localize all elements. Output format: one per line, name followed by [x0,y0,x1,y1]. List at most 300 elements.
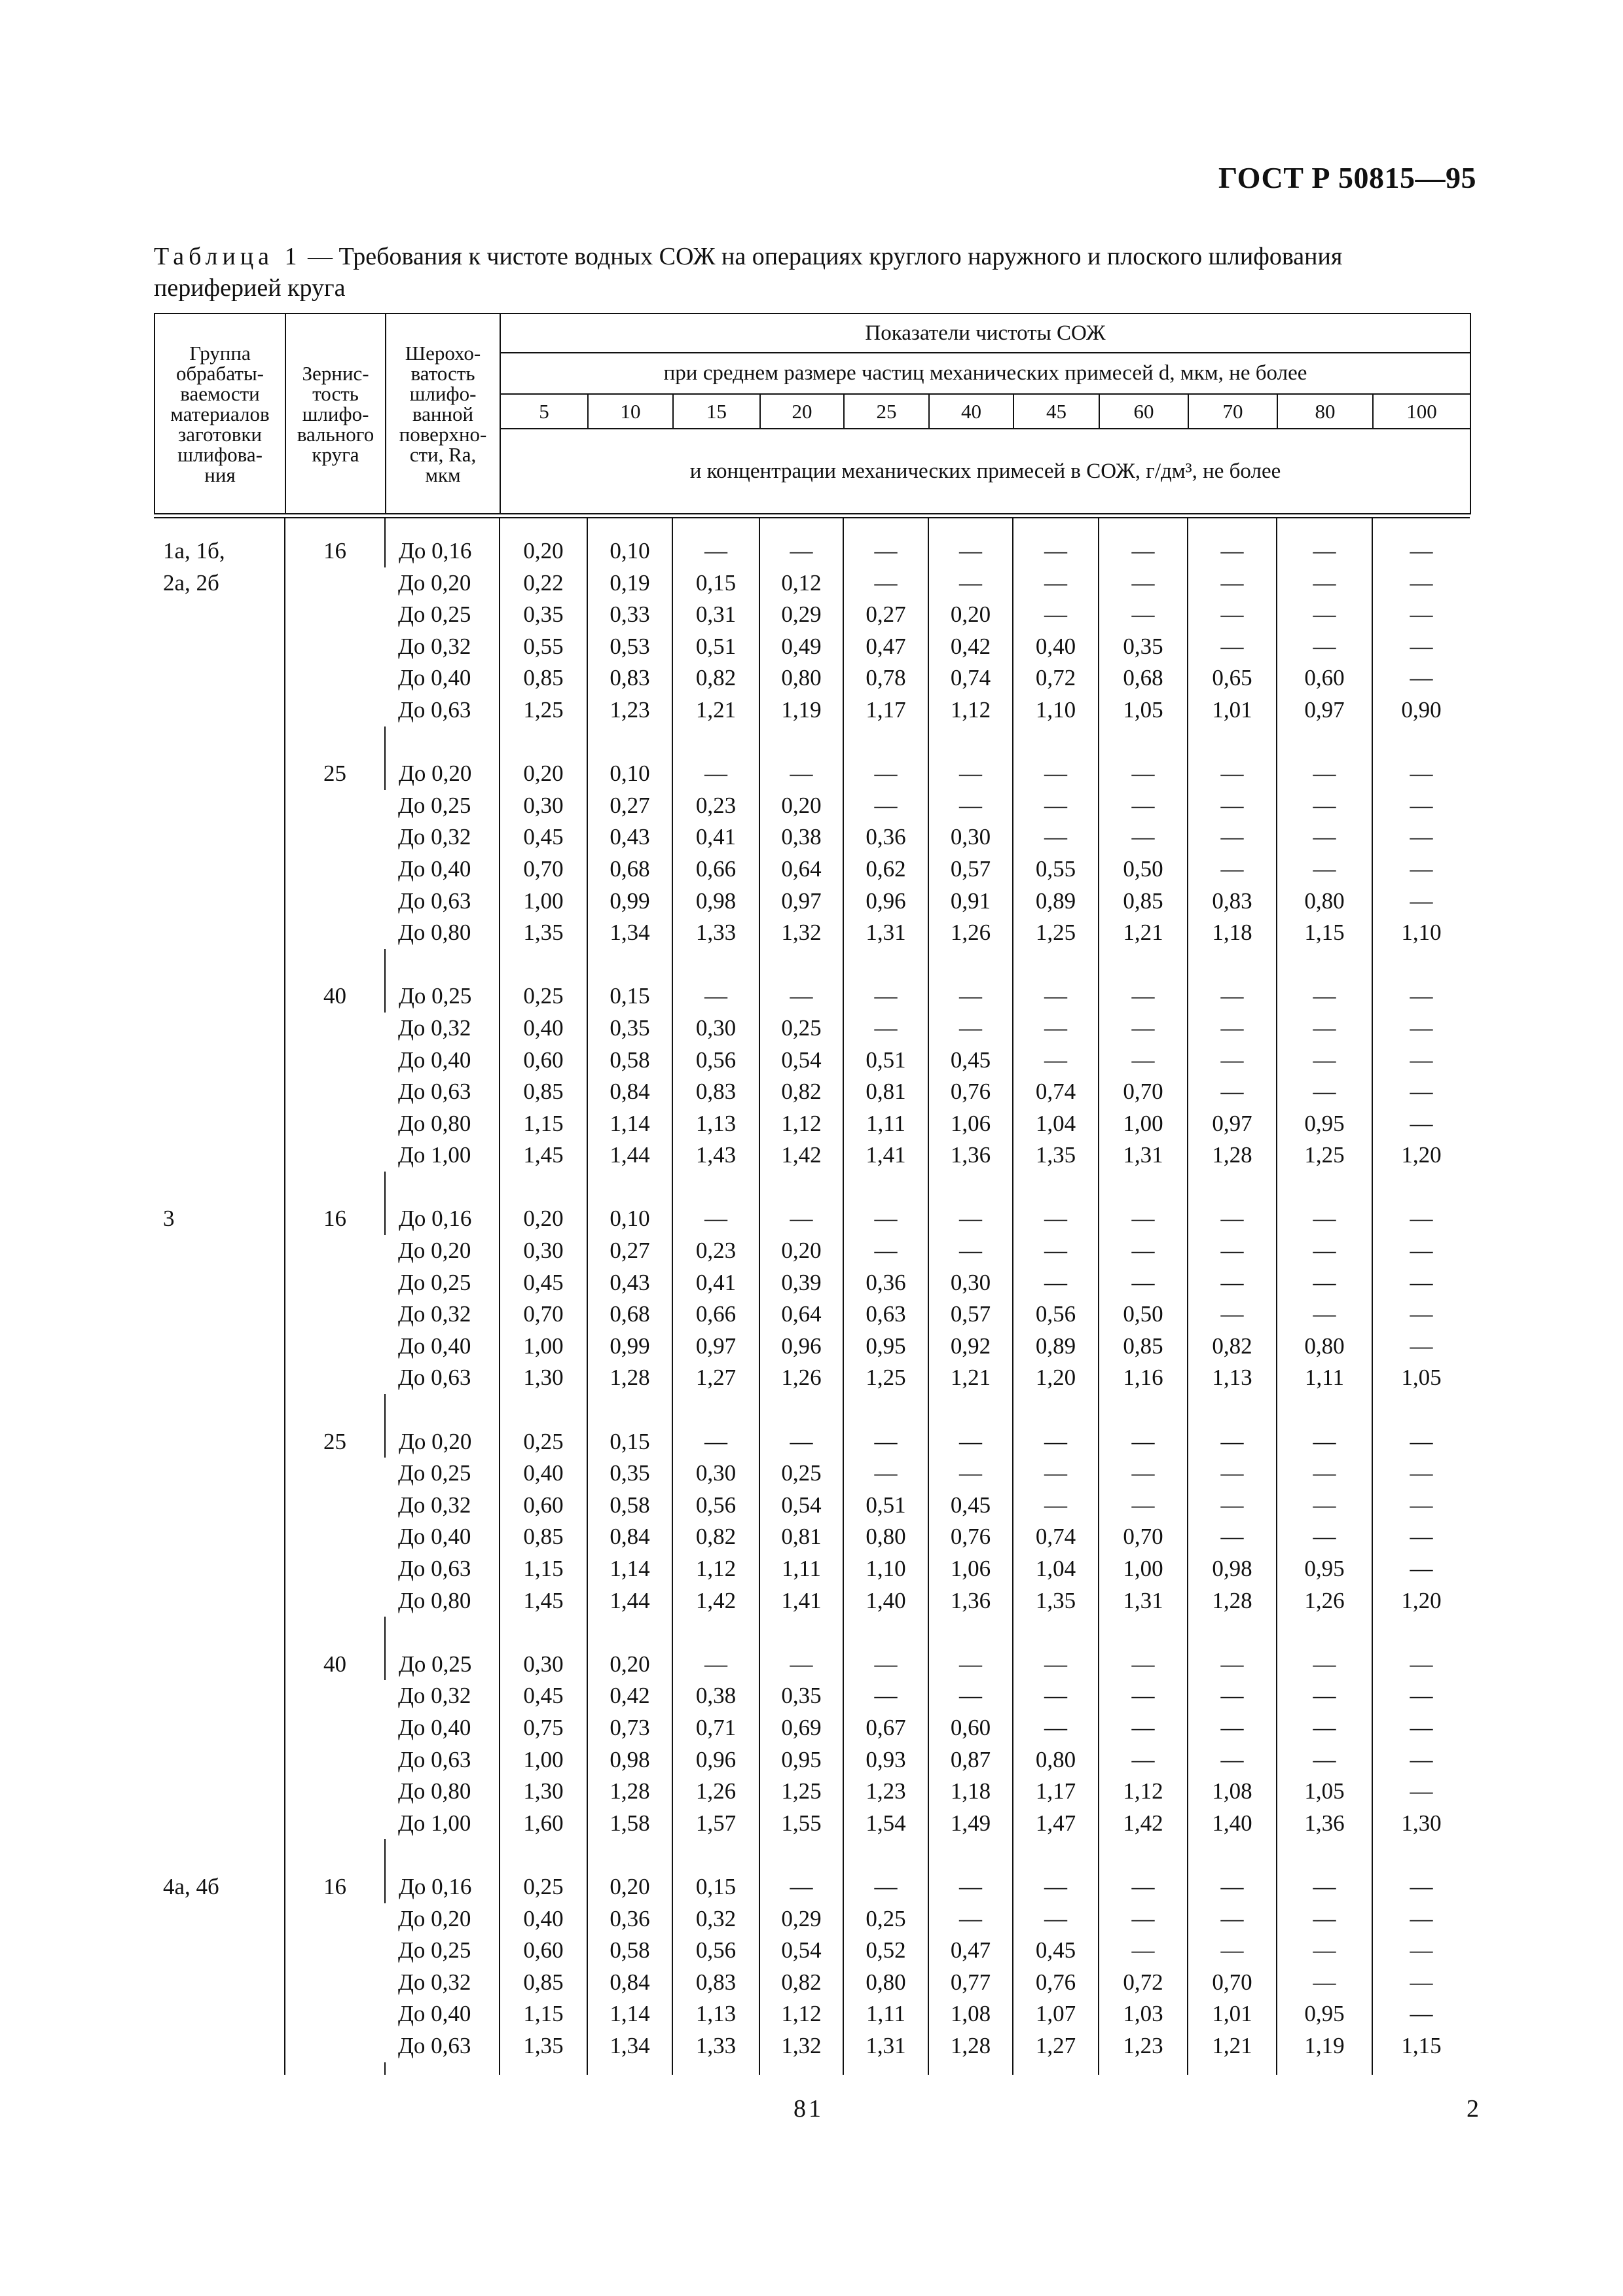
spacer-cell [759,726,843,759]
value-cell: — [1372,662,1470,694]
value-cell: 1,06 [928,1553,1013,1585]
value-cell: 1,12 [759,1108,843,1140]
value-cell: — [672,535,759,567]
value-cell: 0,54 [759,1045,843,1077]
value-cell: 0,74 [928,662,1013,694]
spacer-cell [843,1394,928,1426]
header-size-cell: 20 [760,394,844,429]
value-cell: — [1188,790,1277,822]
value-cell: — [1099,1935,1188,1967]
value-cell: — [843,567,928,600]
value-cell: 1,20 [1013,1362,1099,1394]
value-cell: — [1372,1013,1470,1045]
value-cell: — [1372,1521,1470,1553]
value-cell: — [1372,599,1470,631]
value-cell: — [1277,1490,1372,1522]
value-cell: 0,72 [1013,662,1099,694]
value-cell: 1,04 [1013,1108,1099,1140]
value-cell: 0,15 [672,1871,759,1903]
table-caption [154,241,1470,304]
value-cell: 1,11 [759,1553,843,1585]
value-cell: 0,83 [672,1076,759,1108]
value-cell: — [928,980,1013,1013]
value-cell: 0,70 [500,1299,587,1331]
value-cell: — [928,567,1013,600]
value-cell: — [759,758,843,790]
value-cell: 0,60 [500,1045,587,1077]
value-cell: 0,10 [587,535,672,567]
value-cell: — [1188,1458,1277,1490]
value-cell: 0,80 [759,662,843,694]
value-cell: — [1372,1426,1470,1458]
value-cell: 0,96 [672,1744,759,1776]
spacer-cell [843,726,928,759]
roughness-cell: До 0,32 [398,1969,471,1995]
roughness-cell: До 0,63 [398,696,471,723]
spacer-cell [672,1839,759,1871]
spacer-cell [1013,1172,1099,1204]
roughness-cell: До 0,32 [398,824,471,850]
value-cell: 0,51 [843,1045,928,1077]
value-cell: — [928,758,1013,790]
value-cell: — [1277,821,1372,853]
value-cell: 1,15 [500,1553,587,1585]
value-cell: 0,99 [587,1331,672,1363]
value-cell: — [1372,1267,1470,1299]
value-cell: — [1188,1744,1277,1776]
value-cell: 0,82 [672,1521,759,1553]
value-cell: — [1277,1712,1372,1744]
value-cell: 1,28 [587,1776,672,1808]
value-cell: 1,00 [500,886,587,918]
value-cell: — [843,790,928,822]
grit-cell: 16 [285,1871,385,2062]
value-cell: — [1188,1680,1277,1712]
value-cell: — [928,1426,1013,1458]
value-cell: — [672,758,759,790]
value-cell: 0,97 [759,886,843,918]
value-cell: — [1372,790,1470,822]
value-cell: 0,36 [843,1267,928,1299]
roughness-cell: До 0,32 [398,633,471,659]
group-cell [154,1649,285,1840]
value-cell: — [1188,1235,1277,1267]
value-cell: 1,05 [1372,1362,1470,1394]
value-cell: — [1013,1712,1099,1744]
value-cell: 0,52 [843,1935,928,1967]
value-cell: 1,54 [843,1808,928,1840]
value-cell: 0,54 [759,1490,843,1522]
spacer-cell [154,1617,285,1649]
value-cell: 0,98 [672,886,759,918]
value-cell: 0,87 [928,1744,1013,1776]
value-cell: 0,97 [1277,694,1372,726]
value-cell: 0,95 [1277,1553,1372,1585]
value-cell: 0,25 [843,1903,928,1935]
value-cell: 1,26 [672,1776,759,1808]
value-cell: — [1372,1776,1470,1808]
value-cell: 0,25 [500,1871,587,1903]
value-cell: — [1188,1649,1277,1681]
value-cell: 1,30 [1372,1808,1470,1840]
spacer-cell [285,1172,385,1204]
value-cell: 0,20 [587,1649,672,1681]
value-cell: 0,45 [500,1267,587,1299]
value-cell: 1,42 [672,1585,759,1617]
roughness-cell: До 0,40 [398,1047,471,1073]
spacer-cell [1188,726,1277,759]
value-cell: 1,11 [843,1998,928,2030]
value-cell: — [759,1649,843,1681]
value-cell: 0,85 [500,1076,587,1108]
value-cell: 1,60 [500,1808,587,1840]
value-cell: 0,42 [587,1680,672,1712]
value-cell: — [1277,1235,1372,1267]
value-cell: 0,51 [843,1490,928,1522]
roughness-cell: До 0,25 [398,792,471,818]
value-cell: — [1372,1553,1470,1585]
spacer-cell [587,1394,672,1426]
value-cell: 0,51 [672,631,759,663]
value-cell: 1,15 [1372,2030,1470,2062]
value-cell: — [1372,1744,1470,1776]
spacer-cell [154,2062,285,2075]
spacer-cell [1372,1394,1470,1426]
roughness-cell: До 0,63 [398,1746,471,1772]
value-cell: — [1013,1267,1099,1299]
value-cell: — [1277,1903,1372,1935]
spacer-cell [500,1394,587,1426]
value-cell: — [928,790,1013,822]
value-cell: 1,12 [759,1998,843,2030]
value-cell: 1,26 [928,917,1013,949]
spacer-cell [843,1172,928,1204]
value-cell: 0,10 [587,758,672,790]
value-cell: 1,00 [1099,1108,1188,1140]
value-cell: 0,30 [500,790,587,822]
spacer-cell [285,726,385,759]
value-cell: 1,25 [1277,1139,1372,1172]
value-cell: 1,17 [1013,1776,1099,1808]
value-cell: 0,22 [500,567,587,600]
value-cell: — [1372,1680,1470,1712]
table-body [154,518,1470,2075]
value-cell: — [1372,886,1470,918]
spacer-cell [587,1617,672,1649]
spacer-cell [1099,1172,1188,1204]
spacer-cell [587,1839,672,1871]
value-cell: 1,36 [928,1585,1013,1617]
spacer-cell [154,1172,285,1204]
table-caption-text: — Требования к чистоте водных СОЖ на операциях круглого наружного и плоского шлифования периферией круга [154,243,1343,302]
value-cell: — [1188,980,1277,1013]
spacer-cell [385,726,500,759]
value-cell: — [1188,631,1277,663]
value-cell: 0,93 [843,1744,928,1776]
value-cell: — [1188,1013,1277,1045]
value-cell: 0,60 [500,1935,587,1967]
value-cell: 0,50 [1099,1299,1188,1331]
roughness-cell: До 0,80 [398,1778,471,1804]
spacer-cell [1188,2062,1277,2075]
value-cell: 1,10 [843,1553,928,1585]
value-cell: — [1372,1871,1470,1903]
value-cell: 1,31 [1099,1139,1188,1172]
value-cell: 0,80 [843,1967,928,1999]
value-cell: — [1013,1490,1099,1522]
value-cell: 0,15 [587,980,672,1013]
value-cell: 0,23 [672,1235,759,1267]
value-cell: — [1013,1871,1099,1903]
value-cell: 1,13 [672,1998,759,2030]
value-cell: 0,53 [587,631,672,663]
value-cell: — [1099,1013,1188,1045]
group-cell [154,758,285,949]
value-cell: 0,29 [759,1903,843,1935]
value-cell: 1,14 [587,1553,672,1585]
value-cell: 0,83 [587,662,672,694]
group-cell [154,980,285,1172]
value-cell: 0,36 [587,1903,672,1935]
value-cell: 0,65 [1188,662,1277,694]
value-cell: 0,47 [928,1935,1013,1967]
spacer-cell [759,1394,843,1426]
value-cell: 0,85 [500,1967,587,1999]
value-cell: 1,00 [500,1744,587,1776]
value-cell: 1,30 [500,1362,587,1394]
value-cell: 1,05 [1099,694,1188,726]
value-cell: — [1013,1649,1099,1681]
value-cell: 0,15 [587,1426,672,1458]
spacer-cell [1277,1172,1372,1204]
spacer-cell [759,2062,843,2075]
value-cell: — [1188,1076,1277,1108]
value-cell: 1,12 [928,694,1013,726]
value-cell: — [1277,567,1372,600]
value-cell: 1,49 [928,1808,1013,1840]
value-cell: — [1099,1712,1188,1744]
value-cell: — [1188,1521,1277,1553]
roughness-cell: До 0,20 [385,758,500,790]
roughness-cell: До 0,63 [398,1079,471,1105]
value-cell: — [1277,758,1372,790]
spacer-cell [500,2062,587,2075]
value-cell: 0,82 [1188,1331,1277,1363]
spacer-cell [285,1839,385,1871]
spacer-cell [500,1172,587,1204]
spacer-cell [1099,949,1188,981]
value-cell: 1,08 [928,1998,1013,2030]
value-cell: 0,20 [500,758,587,790]
value-cell: 1,45 [500,1585,587,1617]
value-cell: — [928,535,1013,567]
value-cell: 0,43 [587,1267,672,1299]
spacer-cell [154,518,285,535]
value-cell: 0,70 [1099,1521,1188,1553]
value-cell: 0,85 [500,662,587,694]
spacer-cell [500,1839,587,1871]
value-cell: 0,66 [672,1299,759,1331]
value-cell: 1,10 [1013,694,1099,726]
header-concentration: и концентрации механических примесей в СОЖ, г/дм³, не более [500,429,1470,514]
grit-cell: 25 [285,758,385,949]
value-cell: 0,47 [843,631,928,663]
spacer-cell [1099,1839,1188,1871]
header-particle-size: при среднем размере частиц механических примесей d, мкм, не более [500,353,1470,394]
value-cell: — [1188,853,1277,886]
value-cell: 0,84 [587,1076,672,1108]
value-cell: 0,98 [587,1744,672,1776]
spacer-cell [154,726,285,759]
spacer-cell [385,518,500,535]
spacer-cell [385,949,500,981]
value-cell: 1,13 [672,1108,759,1140]
value-cell: 1,32 [759,917,843,949]
spacer-cell [759,518,843,535]
spacer-cell [1188,949,1277,981]
value-cell: 1,01 [1188,694,1277,726]
value-cell: 0,82 [759,1967,843,1999]
value-cell: 0,70 [1099,1076,1188,1108]
roughness-cell: До 0,40 [398,2001,471,2027]
cleanliness-table [154,313,1470,2075]
value-cell: 0,80 [1277,1331,1372,1363]
roughness-cell: До 0,80 [398,920,471,946]
spacer-cell [759,1172,843,1204]
group-cell: 1а, 1б, 2а, 2б [163,538,225,596]
value-cell: 1,20 [1372,1139,1470,1172]
value-cell: — [1099,1235,1188,1267]
spacer-cell [1277,2062,1372,2075]
roughness-cell: До 0,20 [385,1426,500,1458]
value-cell: 1,01 [1188,1998,1277,2030]
value-cell: 0,70 [1188,1967,1277,1999]
value-cell: — [1372,567,1470,600]
value-cell: — [1099,1267,1188,1299]
value-cell: — [1188,758,1277,790]
value-cell: 1,00 [1099,1553,1188,1585]
value-cell: 0,64 [759,1299,843,1331]
value-cell: 1,35 [1013,1585,1099,1617]
value-cell: 1,07 [1013,1998,1099,2030]
value-cell: 0,76 [1013,1967,1099,1999]
roughness-cell: До 0,25 [385,1649,500,1681]
value-cell: 0,56 [1013,1299,1099,1331]
value-cell: 1,41 [759,1585,843,1617]
value-cell: 1,19 [759,694,843,726]
value-cell: — [1277,1967,1372,1999]
value-cell: 0,15 [672,567,759,600]
value-cell: — [1277,1935,1372,1967]
value-cell: 0,70 [500,853,587,886]
table-row [154,535,1470,567]
roughness-cell: До 0,25 [385,980,500,1013]
value-cell: 0,95 [1277,1108,1372,1140]
spacer-cell [928,2062,1013,2075]
roughness-cell: До 0,25 [398,1269,471,1295]
spacer-cell [1372,518,1470,535]
value-cell: 0,84 [587,1967,672,1999]
value-cell: 0,30 [928,821,1013,853]
spacer-cell [1099,518,1188,535]
value-cell: 0,77 [928,1967,1013,1999]
header-size-cell: 10 [588,394,673,429]
value-cell: — [672,1649,759,1681]
value-cell: 1,41 [843,1139,928,1172]
spacer-cell [285,1394,385,1426]
spacer-cell [928,949,1013,981]
spacer-cell [285,949,385,981]
value-cell: — [1099,1744,1188,1776]
value-cell: 0,90 [1372,694,1470,726]
value-cell: 0,40 [500,1013,587,1045]
value-cell: 0,66 [672,853,759,886]
value-cell: 1,21 [672,694,759,726]
value-cell: 0,96 [843,886,928,918]
value-cell: 1,23 [587,694,672,726]
grit-cell: 16 [285,1203,385,1394]
value-cell: — [1099,1458,1188,1490]
value-cell: 1,18 [928,1776,1013,1808]
spacer-cell [285,2062,385,2075]
spacer-cell [928,726,1013,759]
value-cell: 1,23 [843,1776,928,1808]
value-cell: 0,45 [928,1045,1013,1077]
value-cell: — [1013,1903,1099,1935]
roughness-cell: До 0,16 [385,1871,500,1903]
value-cell: 1,42 [1099,1808,1188,1840]
roughness-cell: До 0,16 [385,535,500,567]
spacer-cell [285,518,385,535]
value-cell: 0,45 [500,1680,587,1712]
value-cell: 1,27 [672,1362,759,1394]
value-cell: 0,54 [759,1935,843,1967]
value-cell: — [1372,1967,1470,1999]
value-cell: — [672,1203,759,1235]
value-cell: 1,35 [500,917,587,949]
spacer-cell [672,1394,759,1426]
table-row [154,980,1470,1013]
value-cell: — [843,1871,928,1903]
spacer-cell [1013,518,1099,535]
value-cell: — [1188,1045,1277,1077]
value-cell: 1,20 [1372,1585,1470,1617]
value-cell: 1,40 [1188,1808,1277,1840]
roughness-cell: До 0,40 [398,1524,471,1550]
value-cell: — [1277,1045,1372,1077]
value-cell: 1,15 [500,1998,587,2030]
table-row [154,1426,1470,1458]
value-cell: — [1372,853,1470,886]
value-cell: — [1013,790,1099,822]
value-cell: 0,74 [1013,1521,1099,1553]
value-cell: 0,29 [759,599,843,631]
value-cell: — [843,980,928,1013]
value-cell: 0,40 [500,1458,587,1490]
value-cell: — [1013,1203,1099,1235]
value-cell: — [759,535,843,567]
spacer-cell [1277,518,1372,535]
value-cell: 1,21 [1188,2030,1277,2062]
table-caption-label: Таблица 1 [154,243,302,270]
spacer-cell [587,1172,672,1204]
spacer-cell [1013,2062,1099,2075]
grit-cell: 40 [285,980,385,1172]
value-cell: 1,26 [1277,1585,1372,1617]
value-cell: — [1099,567,1188,600]
value-cell: 1,26 [759,1362,843,1394]
value-cell: 0,56 [672,1935,759,1967]
